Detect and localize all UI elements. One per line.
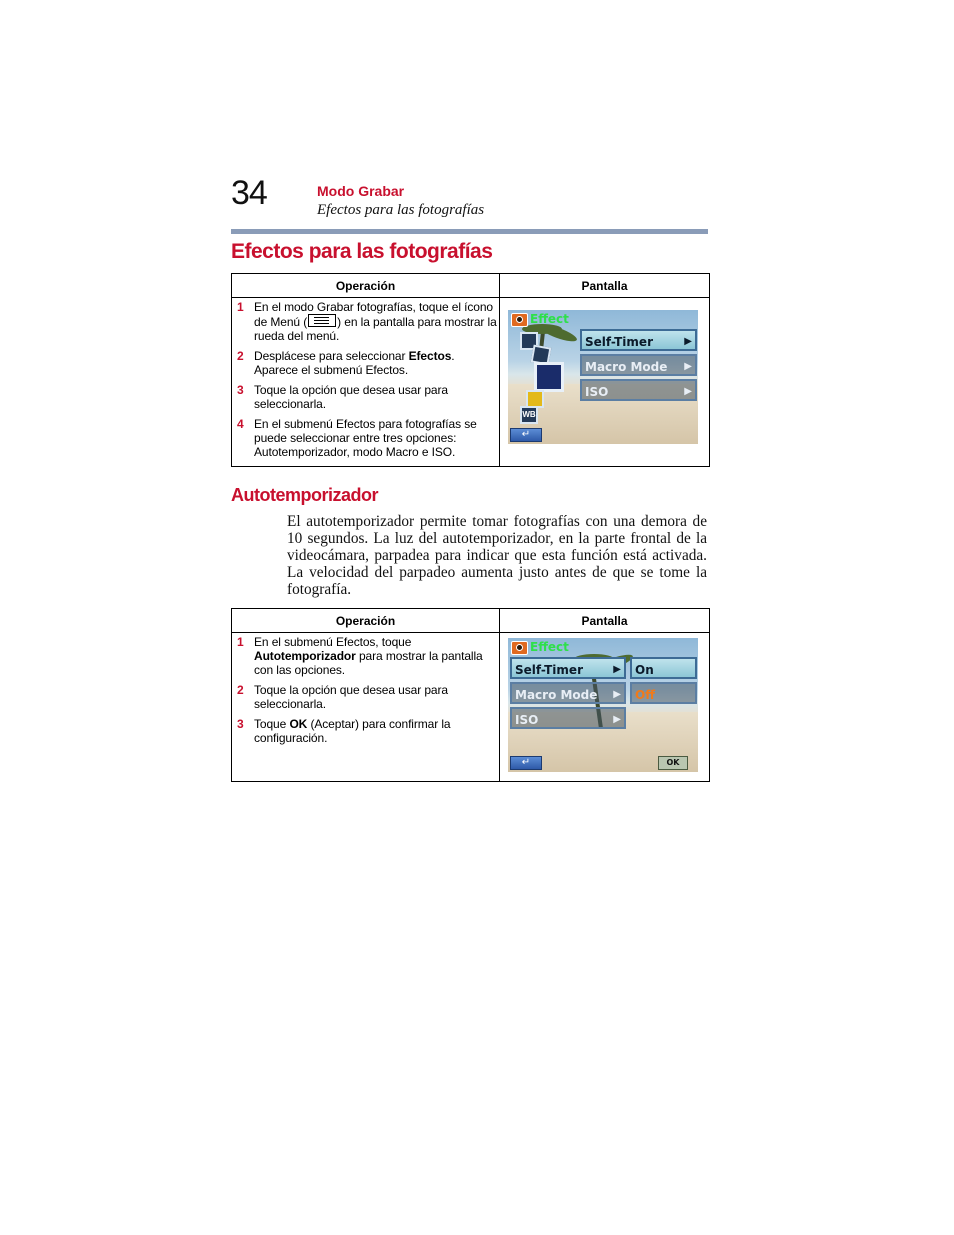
column-header-screen: Pantalla	[500, 274, 710, 298]
back-icon[interactable]: ↵	[510, 428, 542, 442]
menu-icon	[308, 314, 336, 327]
wheel-wb-icon[interactable]: WB	[520, 406, 538, 424]
wheel-effect-icon[interactable]	[534, 362, 564, 392]
ok-button[interactable]: OK	[658, 756, 688, 770]
column-header-screen: Pantalla	[500, 609, 710, 633]
step-item: 3 Toque la opción que desea usar para seleccionarla.	[237, 383, 448, 411]
steps-list	[232, 635, 499, 745]
section-heading: Efectos para las fotografías	[231, 240, 493, 263]
arrow-right-icon: ▶	[684, 386, 692, 397]
step-item: 2 Toque la opción que desea usar para seleccionarla.	[237, 683, 448, 711]
option-on[interactable]: On	[630, 657, 697, 679]
effect-label: Effect	[530, 312, 569, 326]
menu-item-iso[interactable]: ISO ▶	[580, 379, 697, 401]
arrow-right-icon: ▶	[613, 664, 621, 675]
arrow-right-icon: ▶	[684, 336, 692, 347]
header-rule	[231, 229, 708, 234]
step-item: 3 Toque OK (Aceptar) para confirmar la configuración.	[237, 717, 451, 745]
menu-item-macro-mode[interactable]: Macro Mode ▶	[580, 354, 697, 376]
step-item: 2 Desplácese para seleccionar Efectos. Aparece el submenú Efectos.	[237, 349, 455, 377]
steps-list	[232, 300, 499, 459]
camera-icon	[511, 313, 528, 327]
menu-item-self-timer[interactable]: Self-Timer ▶	[580, 329, 697, 351]
step-item: 4 En el submenú Efectos para fotografías se puede seleccionar entre tres opciones: Autotemporizador, modo Macro e ISO.	[237, 417, 477, 459]
menu-item-self-timer[interactable]: Self-Timer ▶	[510, 657, 626, 679]
camera-screen-effect-menu	[508, 310, 698, 444]
operation-table-self-timer	[231, 608, 710, 782]
column-header-operation: Operación	[232, 274, 500, 298]
arrow-right-icon: ▶	[613, 689, 621, 700]
column-header-operation: Operación	[232, 609, 500, 633]
running-section-title: Modo Grabar	[317, 183, 405, 199]
arrow-right-icon: ▶	[684, 361, 692, 372]
camera-screen-self-timer	[508, 638, 698, 772]
camera-icon	[511, 641, 528, 655]
page-number: 34	[231, 174, 267, 212]
running-subsection-title: Efectos para las fotografías	[317, 202, 485, 218]
back-icon[interactable]: ↵	[510, 756, 542, 770]
option-off[interactable]: Off	[630, 682, 697, 704]
step-item: 1 En el modo Grabar fotografías, toque el ícono de Menú ( ) en la pantalla para mostrar la rueda del menú.	[237, 300, 497, 343]
arrow-right-icon: ▶	[613, 714, 621, 725]
menu-item-macro-mode[interactable]: Macro Mode ▶	[510, 682, 626, 704]
effect-label: Effect	[530, 640, 569, 654]
subsection-heading: Autotemporizador	[231, 485, 378, 505]
body-paragraph: El autotemporizador permite tomar fotografías con una demora de 10 segundos. La luz del autotemporizador, en la parte frontal de la videocámara, parpadea para indicar que esta función está activada. La velocidad del parpadeo aumenta justo antes de que se tome la fotografía.	[287, 513, 707, 598]
menu-item-iso[interactable]: ISO ▶	[510, 707, 626, 729]
step-item: 1 En el submenú Efectos, toque Autotemporizador para mostrar la pantalla con las opciones.	[237, 635, 483, 677]
operation-table-effects	[231, 273, 710, 467]
